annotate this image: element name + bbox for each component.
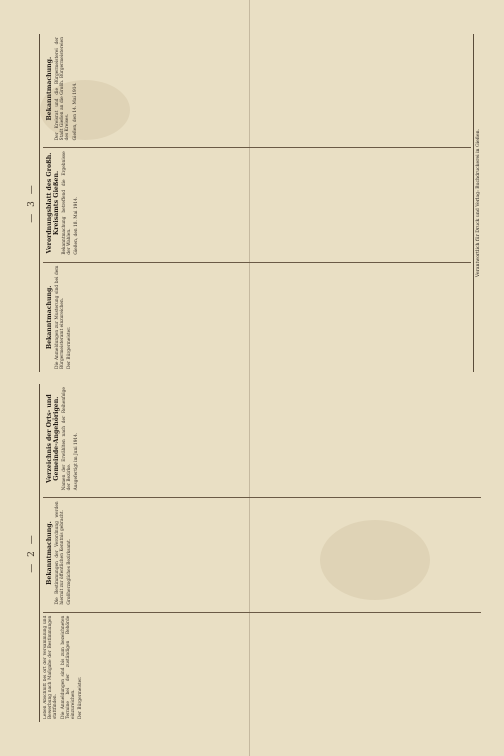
- column-2: [43, 147, 471, 257]
- paragraph: Namen der Erwählten nach der Reihenfolge der Bezirke.: [62, 387, 73, 491]
- paragraph: Bekanntmachung betreffend die Ergebnisse der Wahlen.: [62, 151, 73, 255]
- paragraph: Gießen, den 18. Mai 1914.: [74, 196, 80, 255]
- left-page: [17, 378, 487, 728]
- paragraph: Leben Abschnitt bei ort der Versammlung und Bewerbung nach Maßgabe der Bestimmungen stattfinden.: [43, 615, 59, 719]
- column-1: [43, 262, 471, 372]
- page-number: — 2 —: [27, 533, 37, 573]
- right-page: [17, 28, 487, 378]
- paragraph: Gießen, den 14. Mai 1914.: [72, 82, 78, 141]
- paragraph: Der Kreisrat und die Bürgermeisterei der Stadt Gießen an die Großh. Bürgermeistereien des Kreises.: [55, 37, 71, 141]
- column-heading: Verzeichnis der Orts- und Gemeinde-Angehörigen.: [46, 394, 60, 484]
- column-heading: Bekanntmachung.: [46, 285, 53, 350]
- paragraph: Der Bürgermeister.: [67, 326, 73, 369]
- column-heading: Bekanntmachung.: [46, 56, 53, 121]
- column-3: [43, 34, 471, 143]
- column-3: [43, 384, 481, 493]
- left-page-columns: [39, 384, 481, 722]
- paragraph: Der Bürgermeister.: [78, 676, 84, 719]
- paragraph: Ausgefertigt im Juni 1914.: [74, 432, 80, 491]
- imprint-footer: Verantwortlich für Druck und Verlag: Buchdruckerei in Gießen.: [473, 34, 481, 372]
- column-1: [43, 612, 481, 722]
- right-page-columns: [39, 34, 471, 372]
- page-number: — 3 —: [27, 183, 37, 223]
- paragraph: Großherzogliches Bezirksamt.: [67, 538, 73, 605]
- rotated-spread: [17, 28, 487, 728]
- column-heading: Bekanntmachung.: [46, 521, 53, 585]
- paragraph: Die Anmeldungen sind bis zum bezeichneten Termine bei der zuständigen Behörde einzureichen.: [60, 615, 77, 719]
- column-2: [43, 497, 481, 607]
- paragraph: Die Anmeldungen zur Musterung sind bei dem Bürgermeisteramt einzureichen.: [55, 265, 66, 369]
- paragraph: Die Bestimmungen der Verordnung werden hiermit zur öffentlichen Kenntnis gebracht.: [55, 501, 66, 605]
- column-heading: Verordnungsblatt des Großh. Kreisamts Gießen.: [46, 152, 60, 254]
